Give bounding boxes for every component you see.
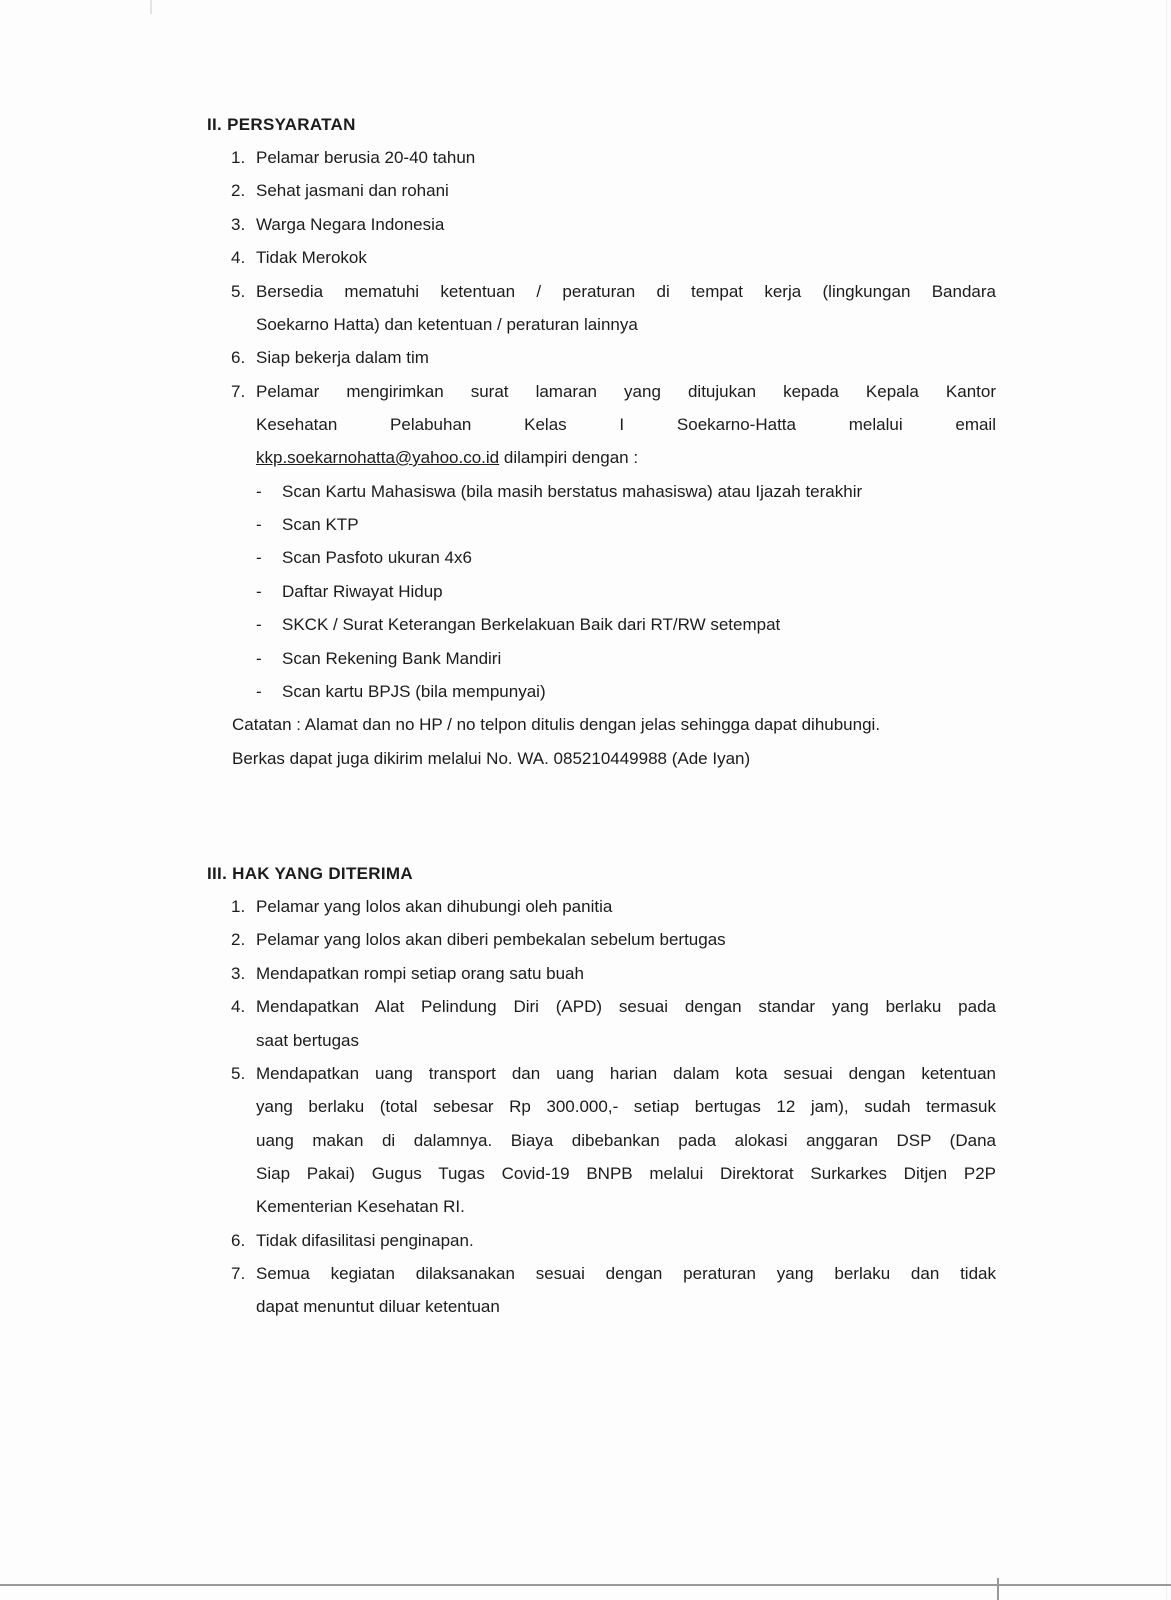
email-link[interactable]: kkp.soekarnohatta@yahoo.co.id: [256, 448, 500, 467]
attachment-item: Daftar Riwayat Hidup: [282, 582, 443, 601]
right-5-number: 5.: [231, 1064, 246, 1083]
section-3-heading: III. HAK YANG DITERIMA: [207, 864, 413, 883]
attachment-item: SKCK / Surat Keterangan Berkelakuan Baik dari RT/RW setempat: [282, 615, 781, 634]
attachment-item: Scan KTP: [282, 515, 359, 534]
right-1-number: 1.: [231, 897, 246, 916]
req-1-text: Pelamar berusia 20-40 tahun: [256, 148, 476, 167]
attachment-item: Scan kartu BPJS (bila mempunyai): [282, 682, 546, 701]
note-contact: Catatan : Alamat dan no HP / no telpon ditulis dengan jelas sehingga dapat dihubungi.: [232, 715, 881, 734]
attachment-item: Scan Pasfoto ukuran 4x6: [282, 548, 472, 567]
page-footer-rule: [0, 1584, 1171, 1586]
req-4-number: 4.: [231, 248, 246, 267]
right-3-number: 3.: [231, 964, 246, 983]
right-2-number: 2.: [231, 930, 246, 949]
attachment-dash: -: [256, 515, 262, 534]
req-3-text: Warga Negara Indonesia: [256, 215, 445, 234]
note-whatsapp: Berkas dapat juga dikirim melalui No. WA. 085210449988 (Ade Iyan): [232, 749, 751, 768]
req-5-line-1: Bersedia mematuhi ketentuan / peraturan di tempat kerja (lingkungan Bandara: [256, 282, 996, 301]
attachment-item: Scan Kartu Mahasiswa (bila masih berstatus mahasiswa) atau Ijazah terakhir: [282, 482, 863, 501]
right-4-number: 4.: [231, 997, 246, 1016]
right-3-text: Mendapatkan rompi setiap orang satu buah: [256, 964, 584, 983]
right-4-line-2: saat bertugas: [256, 1031, 360, 1050]
attachment-dash: -: [256, 649, 262, 668]
section-2-heading: II. PERSYARATAN: [207, 115, 356, 134]
right-4-line-1: Mendapatkan Alat Pelindung Diri (APD) sesuai dengan standar yang berlaku pada: [256, 997, 996, 1016]
right-5-line-2: yang berlaku (total sebesar Rp 300.000,- setiap bertugas 12 jam), sudah termasuk: [256, 1097, 996, 1116]
req-7-line-2: Kesehatan Pelabuhan Kelas I Soekarno-Hatta melalui email: [256, 415, 996, 434]
right-5-line-4: Siap Pakai) Gugus Tugas Covid-19 BNPB melalui Direktorat Surkarkes Ditjen P2P: [256, 1164, 996, 1183]
scan-edge-mark: [150, 0, 152, 14]
scan-edge-shadow: [1166, 0, 1167, 1600]
req-2-text: Sehat jasmani dan rohani: [256, 181, 449, 200]
page-footer-tick: [997, 1578, 999, 1600]
req-2-number: 2.: [231, 181, 246, 200]
right-5-line-5: Kementerian Kesehatan RI.: [256, 1197, 465, 1216]
attachment-dash: -: [256, 582, 262, 601]
attachment-dash: -: [256, 682, 262, 701]
right-7-line-2: dapat menuntut diluar ketentuan: [256, 1297, 500, 1316]
req-7-line-3-rest: dilampiri dengan :: [499, 448, 639, 467]
req-7-line-1: Pelamar mengirimkan surat lamaran yang ditujukan kepada Kepala Kantor: [256, 382, 996, 401]
attachment-dash: -: [256, 548, 262, 567]
right-6-number: 6.: [231, 1231, 246, 1250]
attachment-dash: -: [256, 615, 262, 634]
right-5-line-3: uang makan di dalamnya. Biaya dibebankan pada alokasi anggaran DSP (Dana: [256, 1131, 996, 1150]
req-3-number: 3.: [231, 215, 246, 234]
attachment-dash: -: [256, 482, 262, 501]
right-6-text: Tidak difasilitasi penginapan.: [256, 1231, 474, 1250]
right-2-text: Pelamar yang lolos akan diberi pembekalan sebelum bertugas: [256, 930, 726, 949]
req-5-line-2: Soekarno Hatta) dan ketentuan / peraturan lainnya: [256, 315, 638, 334]
right-5-line-1: Mendapatkan uang transport dan uang harian dalam kota sesuai dengan ketentuan: [256, 1064, 996, 1083]
req-5-number: 5.: [231, 282, 246, 301]
req-1-number: 1.: [231, 148, 246, 167]
right-7-line-1: Semua kegiatan dilaksanakan sesuai dengan peraturan yang berlaku dan tidak: [256, 1264, 996, 1283]
right-7-number: 7.: [231, 1264, 246, 1283]
right-1-text: Pelamar yang lolos akan dihubungi oleh panitia: [256, 897, 613, 916]
attachment-item: Scan Rekening Bank Mandiri: [282, 649, 502, 668]
req-6-number: 6.: [231, 348, 246, 367]
req-4-text: Tidak Merokok: [256, 248, 367, 267]
req-7-line-3: [256, 448, 996, 468]
req-7-number: 7.: [231, 382, 246, 401]
req-6-text: Siap bekerja dalam tim: [256, 348, 429, 367]
